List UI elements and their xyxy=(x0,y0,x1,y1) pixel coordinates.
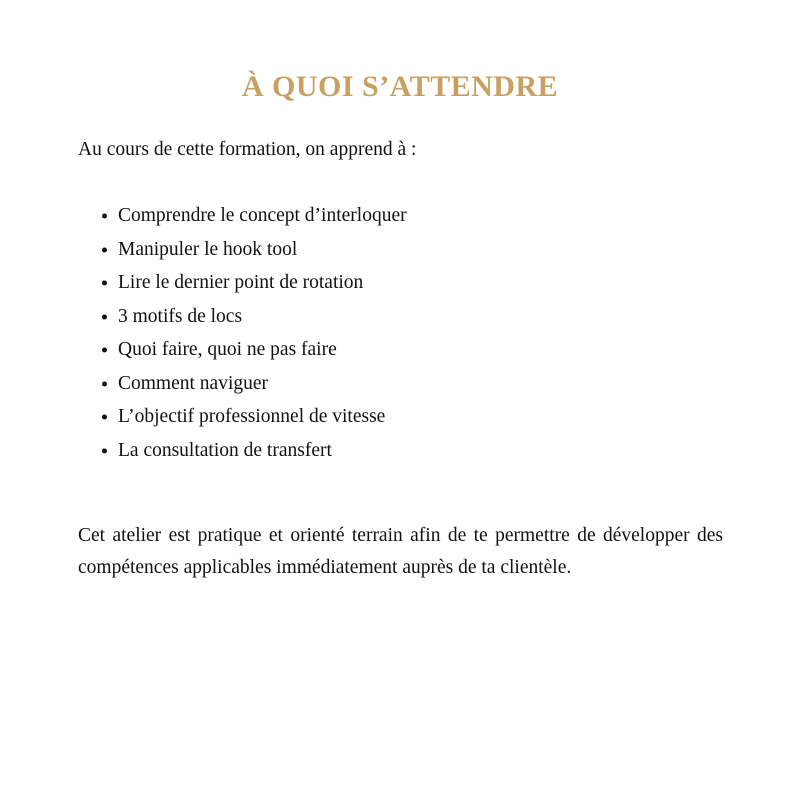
closing-paragraph: Cet atelier est pratique et orienté terrain afin de te permettre de développer des compétences applicables immédiatement auprès de ta clientèle. xyxy=(78,525,723,578)
list-item-label: Lire le dernier point de rotation xyxy=(118,272,364,294)
bullet-dot-icon xyxy=(102,348,107,353)
list-item xyxy=(78,273,723,293)
bullet-dot-icon xyxy=(102,214,107,219)
list-item-label: Manipuler le hook tool xyxy=(118,238,298,260)
list-item xyxy=(78,407,723,427)
intro-paragraph: Au cours de cette formation, on apprend à : xyxy=(78,139,417,160)
list-item xyxy=(78,340,723,360)
bullet-dot-icon xyxy=(102,314,107,319)
list-item xyxy=(78,307,723,327)
list-item-label: Comment naviguer xyxy=(118,372,269,394)
list-item xyxy=(78,441,723,461)
bullet-dot-icon xyxy=(102,381,107,386)
bullet-dot-icon xyxy=(102,247,107,252)
list-item-label: 3 motifs de locs xyxy=(118,305,243,327)
bullet-dot-icon xyxy=(102,415,107,420)
list-item-label: L’objectif professionnel de vitesse xyxy=(118,406,386,428)
document-body xyxy=(78,136,723,583)
list-item xyxy=(78,206,723,226)
bullet-dot-icon xyxy=(102,281,107,286)
page-title: À QUOI S’ATTENDRE xyxy=(241,70,559,104)
list-item-label: Comprendre le concept d’interloquer xyxy=(118,205,407,227)
list-item-label: La consultation de transfert xyxy=(118,439,332,461)
list-item xyxy=(78,374,723,394)
learning-points-list xyxy=(78,206,723,460)
bullet-dot-icon xyxy=(102,448,107,453)
list-item-label: Quoi faire, quoi ne pas faire xyxy=(118,339,337,361)
list-item xyxy=(78,240,723,260)
